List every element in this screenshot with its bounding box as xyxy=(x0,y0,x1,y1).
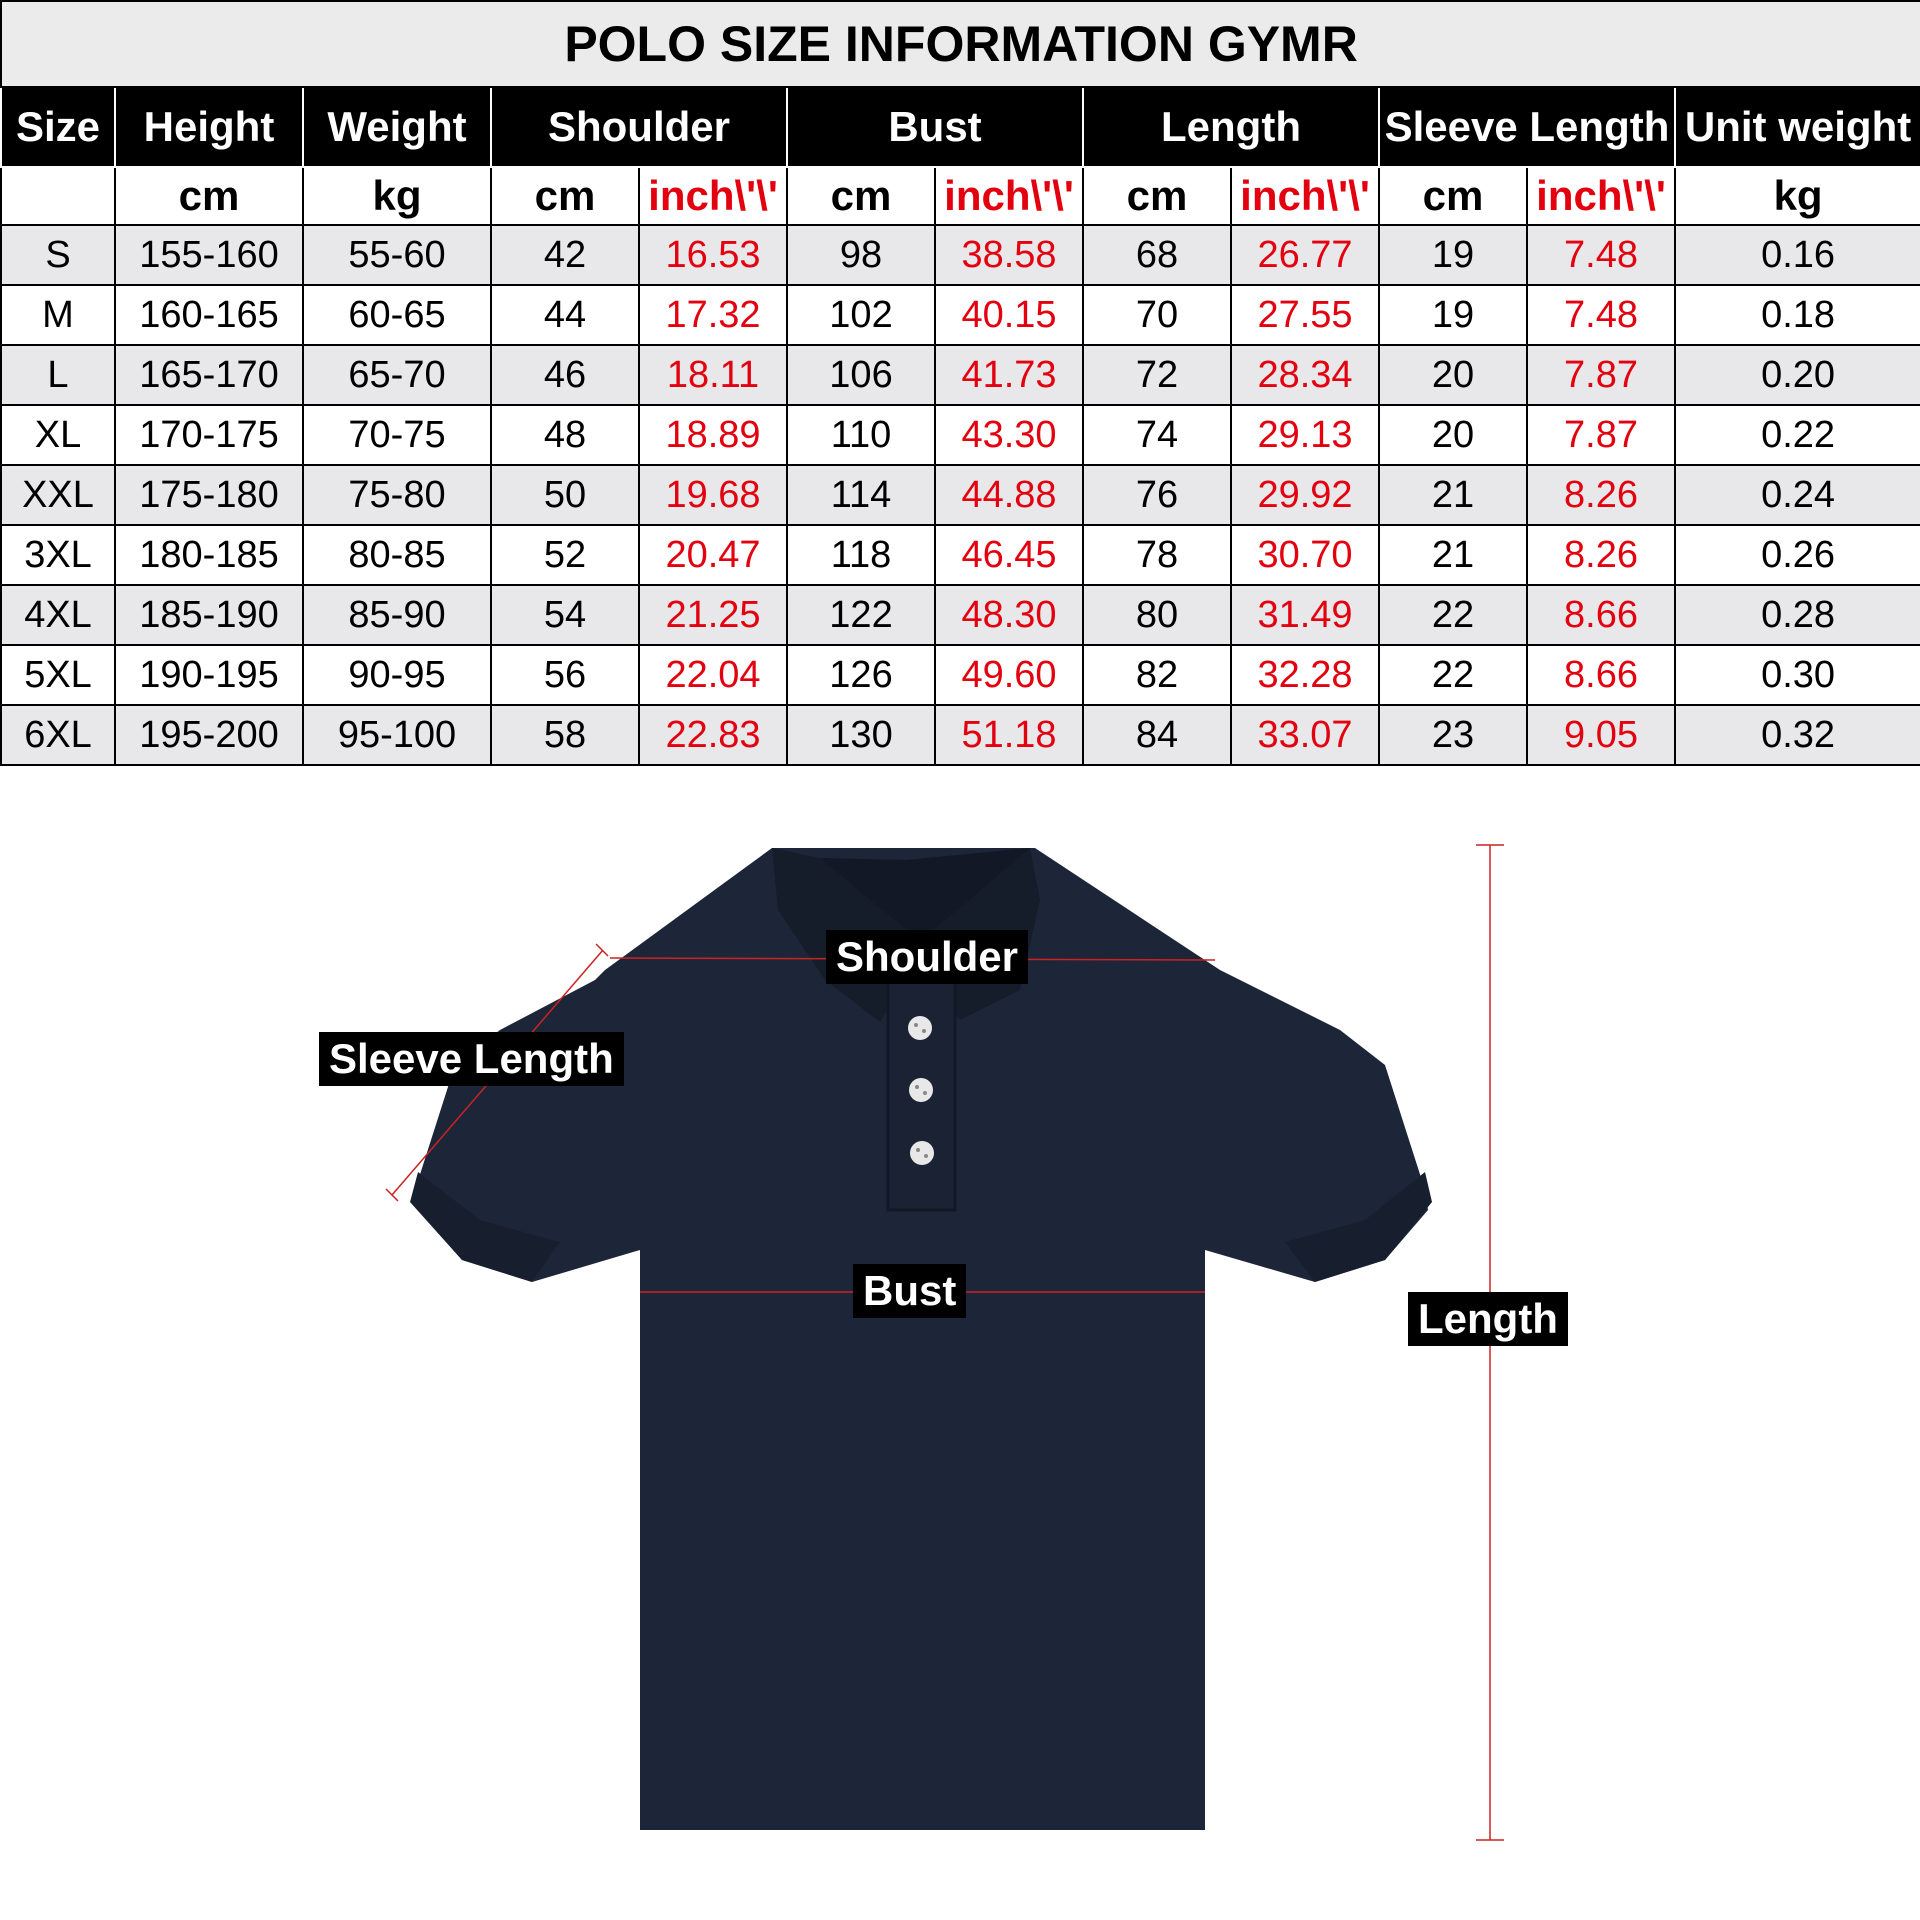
table-row xyxy=(1,345,1920,405)
value-cell: 22 xyxy=(1379,645,1527,705)
value-cell: 0.30 xyxy=(1675,645,1920,705)
value-cell: 21 xyxy=(1379,525,1527,585)
inch-value-cell: 18.11 xyxy=(639,345,787,405)
inch-value-cell: 29.13 xyxy=(1231,405,1379,465)
inch-value-cell: 31.49 xyxy=(1231,585,1379,645)
value-cell: 80-85 xyxy=(303,525,491,585)
unit-cell: cm xyxy=(1083,167,1231,225)
value-cell: 23 xyxy=(1379,705,1527,765)
value-cell: 114 xyxy=(787,465,935,525)
inch-value-cell: 7.48 xyxy=(1527,225,1675,285)
value-cell: 170-175 xyxy=(115,405,303,465)
inch-value-cell: 8.26 xyxy=(1527,525,1675,585)
inch-value-cell: 16.53 xyxy=(639,225,787,285)
header-sleeve-length: Sleeve Length xyxy=(1379,87,1675,167)
length-label: Length xyxy=(1408,1292,1568,1346)
inch-value-cell: 51.18 xyxy=(935,705,1083,765)
unit-cell-inch: inch\'\' xyxy=(1527,167,1675,225)
size-cell: S xyxy=(1,225,115,285)
shoulder-label: Shoulder xyxy=(826,930,1028,984)
value-cell: 106 xyxy=(787,345,935,405)
value-cell: 185-190 xyxy=(115,585,303,645)
value-cell: 55-60 xyxy=(303,225,491,285)
value-cell: 190-195 xyxy=(115,645,303,705)
inch-value-cell: 46.45 xyxy=(935,525,1083,585)
inch-value-cell: 7.87 xyxy=(1527,405,1675,465)
value-cell: 65-70 xyxy=(303,345,491,405)
header-weight: Weight xyxy=(303,87,491,167)
table-row xyxy=(1,285,1920,345)
table-row xyxy=(1,405,1920,465)
inch-value-cell: 38.58 xyxy=(935,225,1083,285)
inch-value-cell: 26.77 xyxy=(1231,225,1379,285)
value-cell: 0.28 xyxy=(1675,585,1920,645)
size-cell: XXL xyxy=(1,465,115,525)
size-cell: 3XL xyxy=(1,525,115,585)
inch-value-cell: 49.60 xyxy=(935,645,1083,705)
inch-value-cell: 43.30 xyxy=(935,405,1083,465)
value-cell: 0.18 xyxy=(1675,285,1920,345)
value-cell: 80 xyxy=(1083,585,1231,645)
title-row xyxy=(1,1,1920,87)
unit-cell: kg xyxy=(1675,167,1920,225)
header-bust: Bust xyxy=(787,87,1083,167)
inch-value-cell: 27.55 xyxy=(1231,285,1379,345)
unit-cell xyxy=(1,167,115,225)
table-row xyxy=(1,525,1920,585)
value-cell: 56 xyxy=(491,645,639,705)
inch-value-cell: 19.68 xyxy=(639,465,787,525)
inch-value-cell: 7.87 xyxy=(1527,345,1675,405)
value-cell: 54 xyxy=(491,585,639,645)
value-cell: 46 xyxy=(491,345,639,405)
value-cell: 160-165 xyxy=(115,285,303,345)
value-cell: 90-95 xyxy=(303,645,491,705)
value-cell: 20 xyxy=(1379,345,1527,405)
unit-cell-inch: inch\'\' xyxy=(1231,167,1379,225)
value-cell: 102 xyxy=(787,285,935,345)
value-cell: 60-65 xyxy=(303,285,491,345)
value-cell: 44 xyxy=(491,285,639,345)
value-cell: 75-80 xyxy=(303,465,491,525)
unit-cell: kg xyxy=(303,167,491,225)
inch-value-cell: 8.66 xyxy=(1527,645,1675,705)
value-cell: 50 xyxy=(491,465,639,525)
value-cell: 19 xyxy=(1379,225,1527,285)
table-row xyxy=(1,705,1920,765)
inch-value-cell: 30.70 xyxy=(1231,525,1379,585)
value-cell: 70-75 xyxy=(303,405,491,465)
value-cell: 95-100 xyxy=(303,705,491,765)
value-cell: 0.22 xyxy=(1675,405,1920,465)
inch-value-cell: 32.28 xyxy=(1231,645,1379,705)
inch-value-cell: 17.32 xyxy=(639,285,787,345)
value-cell: 130 xyxy=(787,705,935,765)
header-row xyxy=(1,87,1920,167)
inch-value-cell: 9.05 xyxy=(1527,705,1675,765)
polo-measurement-diagram xyxy=(0,790,1920,1920)
table-row xyxy=(1,225,1920,285)
unit-cell-inch: inch\'\' xyxy=(935,167,1083,225)
size-cell: 4XL xyxy=(1,585,115,645)
value-cell: 85-90 xyxy=(303,585,491,645)
value-cell: 84 xyxy=(1083,705,1231,765)
value-cell: 52 xyxy=(491,525,639,585)
bust-label: Bust xyxy=(853,1264,966,1318)
unit-cell: cm xyxy=(491,167,639,225)
inch-value-cell: 44.88 xyxy=(935,465,1083,525)
value-cell: 78 xyxy=(1083,525,1231,585)
value-cell: 155-160 xyxy=(115,225,303,285)
inch-value-cell: 29.92 xyxy=(1231,465,1379,525)
table-row xyxy=(1,465,1920,525)
value-cell: 0.20 xyxy=(1675,345,1920,405)
size-cell: 6XL xyxy=(1,705,115,765)
value-cell: 72 xyxy=(1083,345,1231,405)
inch-value-cell: 41.73 xyxy=(935,345,1083,405)
value-cell: 82 xyxy=(1083,645,1231,705)
value-cell: 126 xyxy=(787,645,935,705)
value-cell: 98 xyxy=(787,225,935,285)
inch-value-cell: 21.25 xyxy=(639,585,787,645)
value-cell: 0.32 xyxy=(1675,705,1920,765)
value-cell: 122 xyxy=(787,585,935,645)
value-cell: 42 xyxy=(491,225,639,285)
size-cell: L xyxy=(1,345,115,405)
inch-value-cell: 48.30 xyxy=(935,585,1083,645)
value-cell: 195-200 xyxy=(115,705,303,765)
inch-value-cell: 28.34 xyxy=(1231,345,1379,405)
unit-cell-inch: inch\'\' xyxy=(639,167,787,225)
value-cell: 118 xyxy=(787,525,935,585)
unit-row xyxy=(1,167,1920,225)
header-unit-weight: Unit weight xyxy=(1675,87,1920,167)
unit-cell: cm xyxy=(787,167,935,225)
value-cell: 20 xyxy=(1379,405,1527,465)
value-cell: 110 xyxy=(787,405,935,465)
value-cell: 76 xyxy=(1083,465,1231,525)
value-cell: 180-185 xyxy=(115,525,303,585)
value-cell: 68 xyxy=(1083,225,1231,285)
inch-value-cell: 8.66 xyxy=(1527,585,1675,645)
size-chart-table xyxy=(0,0,1920,766)
inch-value-cell: 40.15 xyxy=(935,285,1083,345)
value-cell: 175-180 xyxy=(115,465,303,525)
table-title: POLO SIZE INFORMATION GYMR xyxy=(1,1,1920,87)
value-cell: 19 xyxy=(1379,285,1527,345)
size-cell: 5XL xyxy=(1,645,115,705)
table-row xyxy=(1,645,1920,705)
value-cell: 22 xyxy=(1379,585,1527,645)
sleeve-length-label: Sleeve Length xyxy=(319,1032,624,1086)
inch-value-cell: 22.04 xyxy=(639,645,787,705)
header-shoulder: Shoulder xyxy=(491,87,787,167)
inch-value-cell: 8.26 xyxy=(1527,465,1675,525)
value-cell: 0.24 xyxy=(1675,465,1920,525)
value-cell: 74 xyxy=(1083,405,1231,465)
unit-cell: cm xyxy=(115,167,303,225)
unit-cell: cm xyxy=(1379,167,1527,225)
inch-value-cell: 33.07 xyxy=(1231,705,1379,765)
value-cell: 58 xyxy=(491,705,639,765)
inch-value-cell: 7.48 xyxy=(1527,285,1675,345)
value-cell: 0.16 xyxy=(1675,225,1920,285)
header-height: Height xyxy=(115,87,303,167)
inch-value-cell: 18.89 xyxy=(639,405,787,465)
header-length: Length xyxy=(1083,87,1379,167)
inch-value-cell: 22.83 xyxy=(639,705,787,765)
size-cell: XL xyxy=(1,405,115,465)
value-cell: 0.26 xyxy=(1675,525,1920,585)
size-cell: M xyxy=(1,285,115,345)
value-cell: 70 xyxy=(1083,285,1231,345)
table-row xyxy=(1,585,1920,645)
inch-value-cell: 20.47 xyxy=(639,525,787,585)
value-cell: 21 xyxy=(1379,465,1527,525)
value-cell: 165-170 xyxy=(115,345,303,405)
header-size: Size xyxy=(1,87,115,167)
value-cell: 48 xyxy=(491,405,639,465)
